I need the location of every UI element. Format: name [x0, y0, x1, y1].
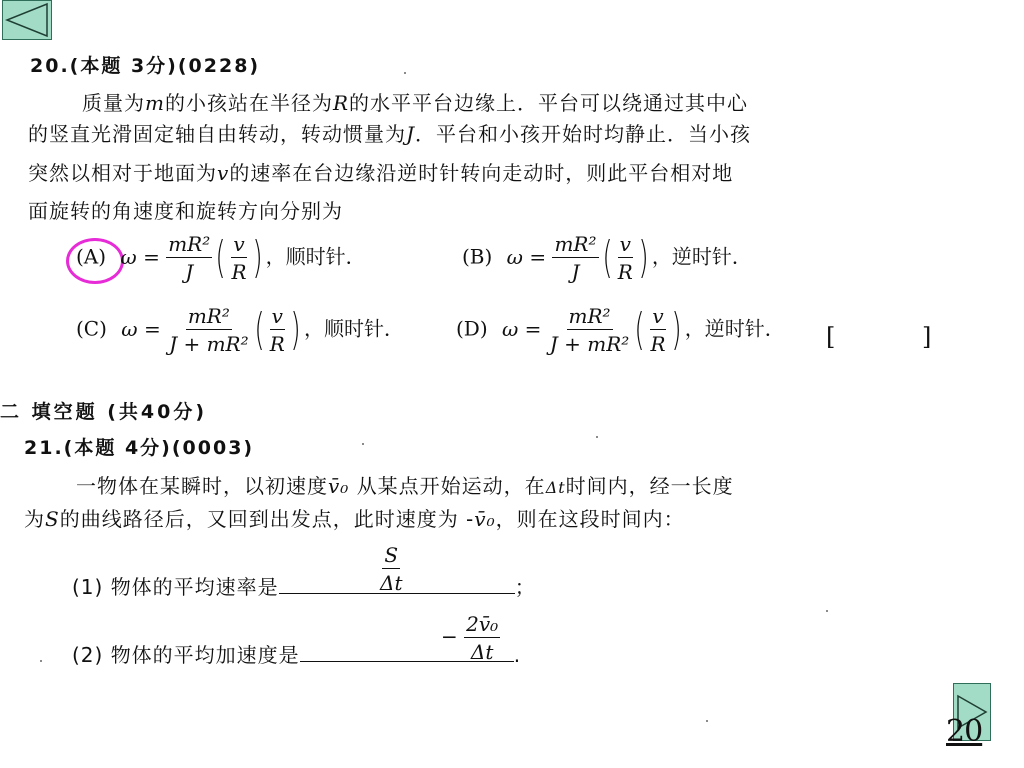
option-c: (C) ω = $\frac{\text{mR²}}{\text{J + mR²}}$ ( $\frac{v}{R}$ ) ，顺时针． [76, 304, 405, 356]
answer-1-fraction: $\frac{S}{\Delta t}$ [380, 543, 403, 595]
scan-speck [40, 660, 42, 662]
answer-2-fraction: − $\frac{\text{2v̄₀}}{\Delta t}$ [441, 612, 499, 664]
question-20-line-4: 面旋转的角速度和旋转方向分别为 [28, 199, 343, 223]
question-21-line-1: 一物体在某瞬时，以初速度v̄₀ 从某点开始运动，在Δt时间内，经一长度 [76, 474, 734, 498]
question-20-line-3: 突然以相对于地面为v的速率在台边缘沿逆时针转向走动时，则此平台相对地 [28, 161, 734, 185]
question-21-header: 21.(本题 4分)(0003) [24, 437, 255, 459]
question-20-header: 20.(本题 3分)(0228) [30, 55, 261, 77]
question-21-item-1: (1) 物体的平均速率是 ； [72, 575, 536, 599]
scan-speck [826, 610, 828, 612]
scan-speck [362, 443, 364, 445]
question-21-line-2: 为S的曲线路径后，又回到出发点，此时速度为 -v̄₀，则在这段时间内： [24, 507, 685, 531]
scan-speck [404, 72, 406, 74]
option-b: (B) ω = $\frac{\text{mR²}}{J}$ ( $\frac{v}{R}$ ) ，逆时针． [462, 232, 752, 284]
scan-speck [706, 720, 708, 722]
question-20-line-2: 的竖直光滑固定轴自由转动，转动惯量为J．平台和小孩开始时均静止．当小孩 [28, 122, 752, 146]
scan-speck [596, 436, 598, 438]
question-21-item-2: (2) 物体的平均加速度是 . [72, 643, 522, 667]
answer-bracket-left: [ [826, 323, 836, 351]
slide-number: 20 [946, 714, 983, 749]
option-d: (D) ω = $\frac{\text{mR²}}{\text{J + mR²}}$ ( $\frac{v}{R}$ ) ，逆时针． [456, 304, 785, 356]
question-20-line-1: 质量为m的小孩站在半径为R的水平平台边缘上．平台可以绕通过其中心 [82, 91, 749, 115]
section-heading: 二 填空题 (共40分) [0, 401, 208, 423]
option-a: (A) ω = $\frac{\text{mR²}}{J}$ ( $\frac{v}{R}$ ) ，顺时针． [76, 232, 366, 284]
answer-bracket-right: ] [922, 323, 932, 351]
